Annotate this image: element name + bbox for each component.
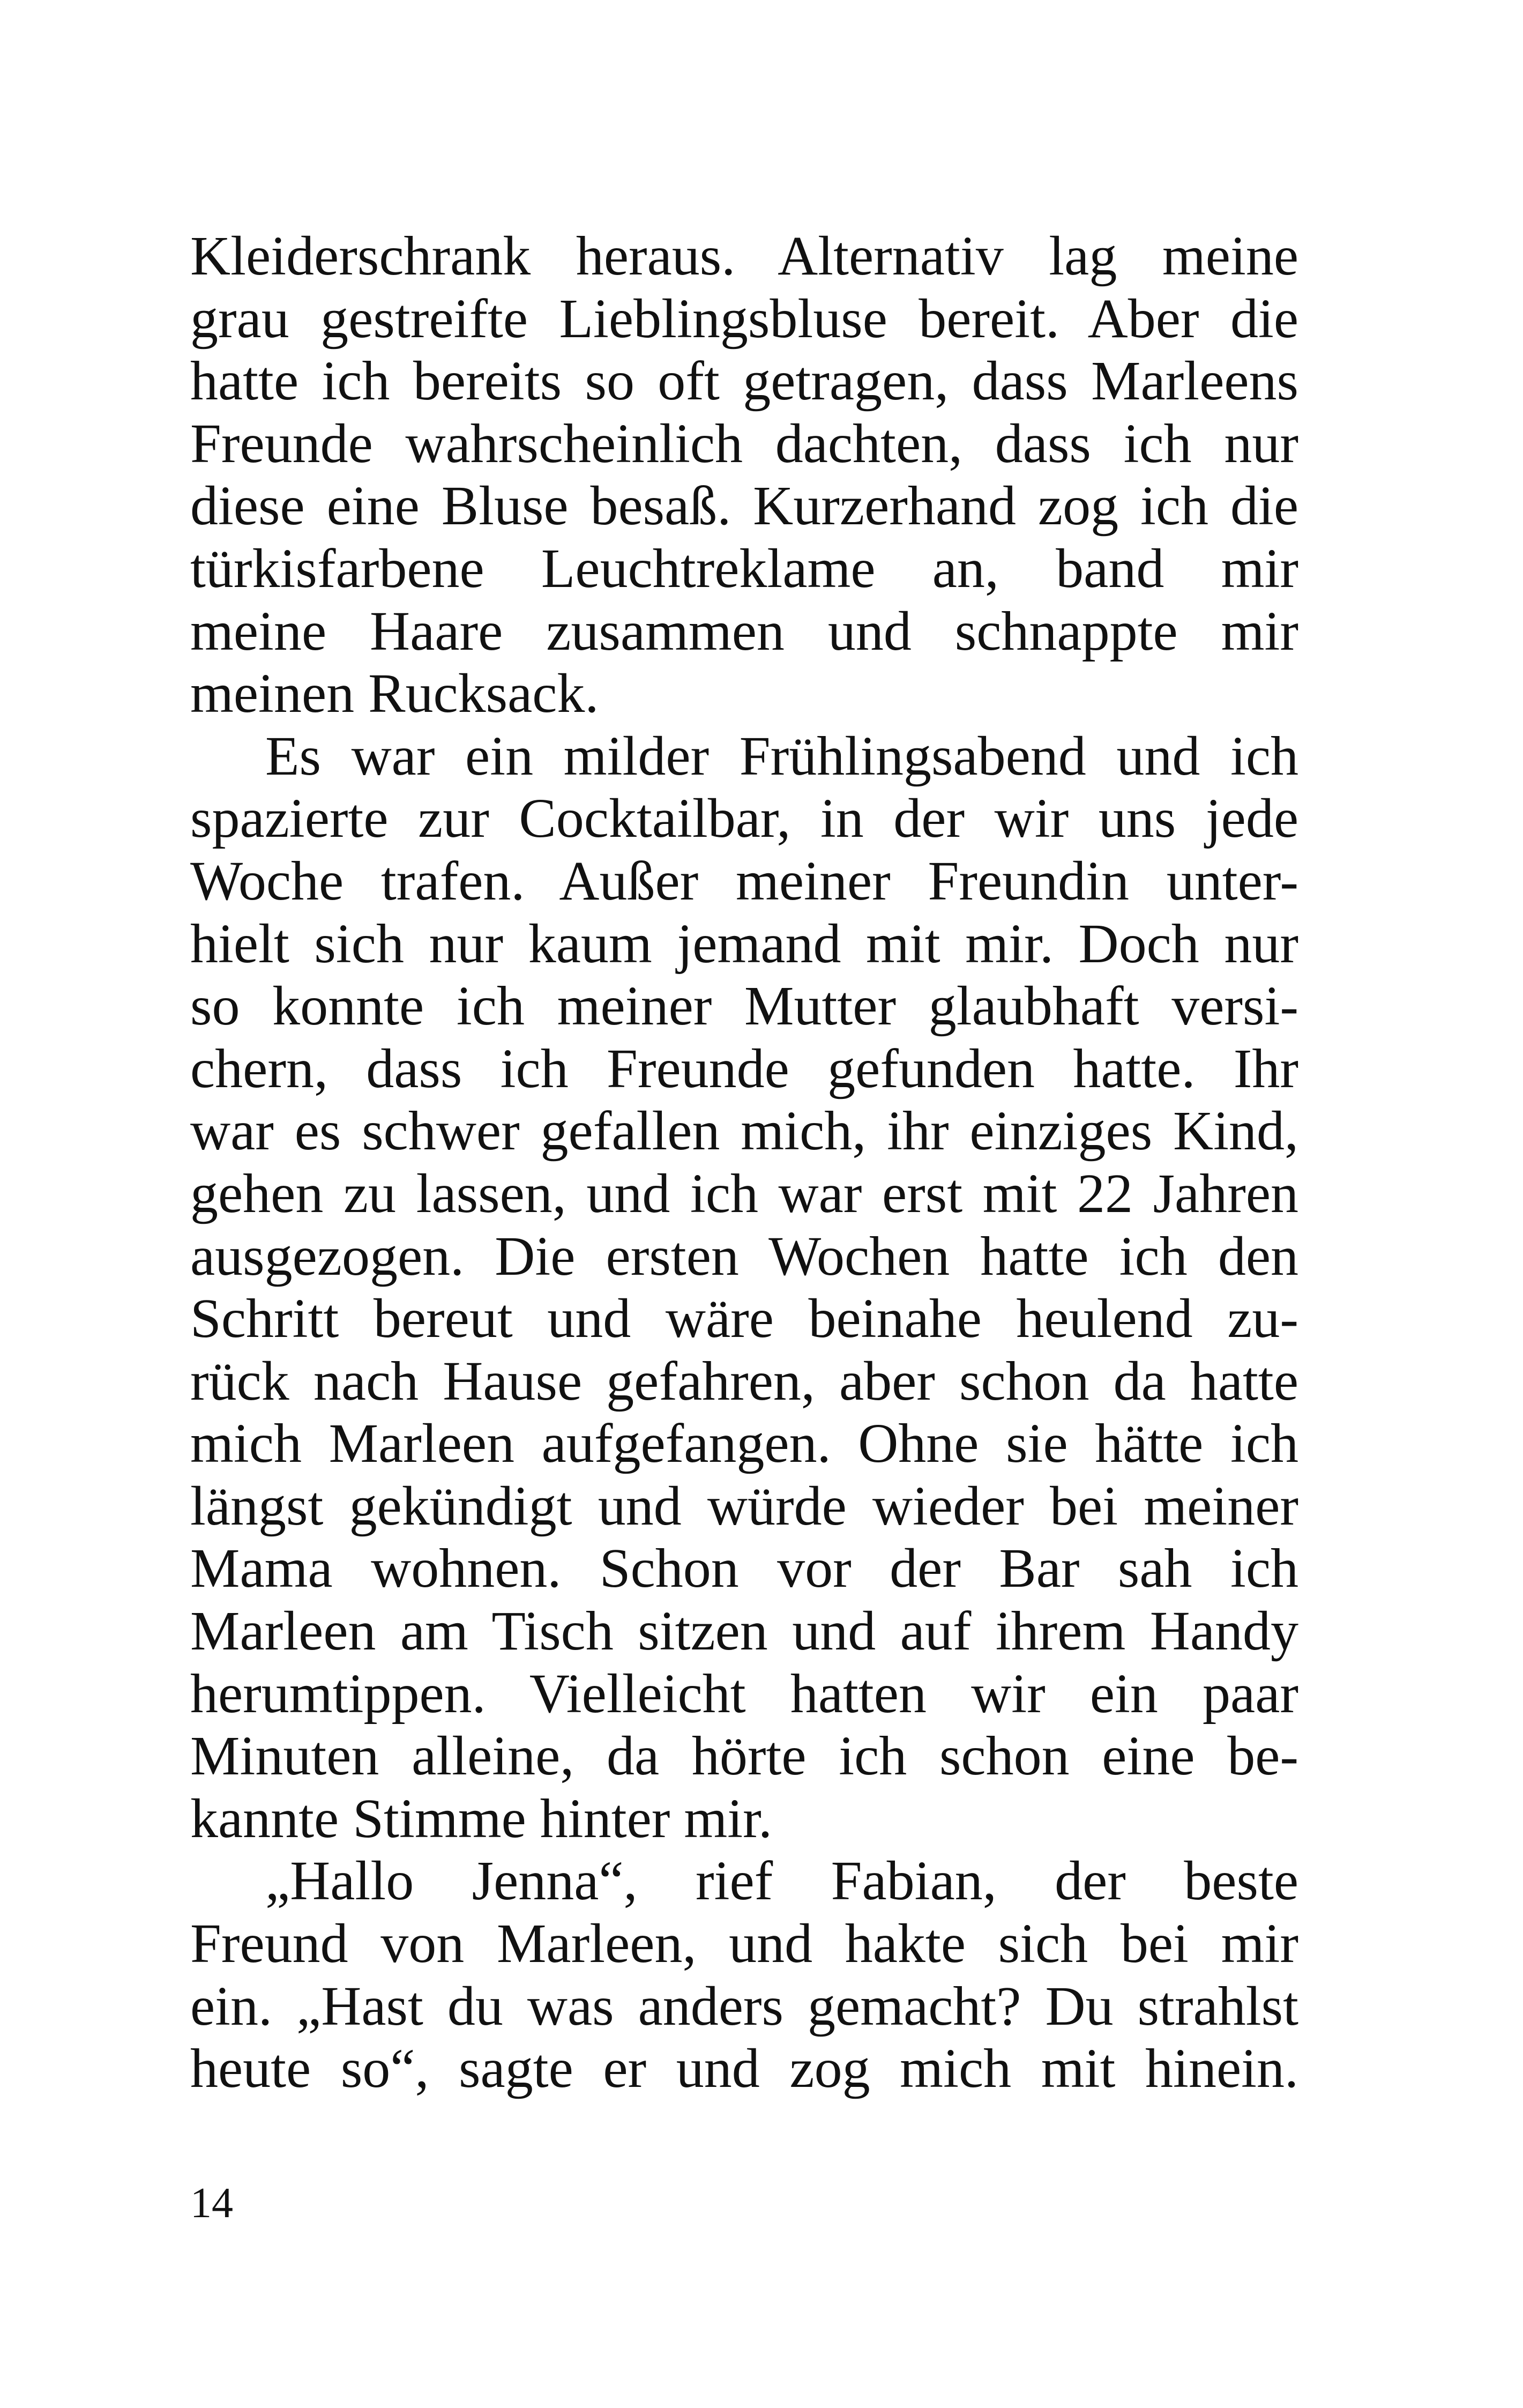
text-line: Kleiderschrank heraus. Alternativ lag meine: [190, 225, 1298, 287]
text-line: spazierte zur Cocktailbar, in der wir uns jede: [190, 787, 1298, 850]
text-line: so konnte ich meiner Mutter glaubhaft versi-: [190, 975, 1298, 1037]
text-line: Mama wohnen. Schon vor der Bar sah ich: [190, 1537, 1298, 1600]
text-line: ein. „Hast du was anders gemacht? Du strahlst: [190, 1975, 1298, 2037]
text-line: meinen Rucksack.: [190, 663, 599, 725]
text-line: Woche trafen. Außer meiner Freundin unter-: [190, 850, 1298, 912]
text-line: meine Haare zusammen und schnappte mir: [190, 600, 1298, 662]
text-line: hatte ich bereits so oft getragen, dass Marleens: [190, 350, 1298, 412]
body-text: [190, 225, 1298, 2100]
text-line: hielt sich nur kaum jemand mit mir. Doch nur: [190, 912, 1298, 975]
text-line: kannte Stimme hinter mir.: [190, 1787, 773, 1849]
text-line: mich Marleen aufgefangen. Ohne sie hätte ich: [190, 1413, 1298, 1475]
text-line: längst gekündigt und würde wieder bei meiner: [190, 1475, 1298, 1537]
text-line: ausgezogen. Die ersten Wochen hatte ich den: [190, 1225, 1298, 1287]
text-line: „Hallo Jenna“, rief Fabian, der beste: [265, 1850, 1298, 1912]
text-line: diese eine Bluse besaß. Kurzerhand zog ich die: [190, 475, 1298, 537]
text-line: grau gestreifte Lieblingsbluse bereit. Aber die: [190, 287, 1298, 350]
text-line: Freund von Marleen, und hakte sich bei mir: [190, 1913, 1298, 1975]
text-line: türkisfarbene Leuchtreklame an, band mir: [190, 537, 1298, 599]
text-line: Marleen am Tisch sitzen und auf ihrem Handy: [190, 1600, 1298, 1662]
text-line: Schritt bereut und wäre beinahe heulend zu-: [190, 1288, 1298, 1350]
text-line: Freunde wahrscheinlich dachten, dass ich nur: [190, 412, 1298, 474]
text-line: herumtippen. Vielleicht hatten wir ein paar: [190, 1662, 1298, 1725]
text-line: chern, dass ich Freunde gefunden hatte. Ihr: [190, 1037, 1298, 1099]
text-line: gehen zu lassen, und ich war erst mit 22 Jahren: [190, 1162, 1298, 1224]
page-number: 14: [190, 2180, 233, 2227]
text-line: Minuten alleine, da hörte ich schon eine be-: [190, 1725, 1298, 1787]
text-line: rück nach Hause gefahren, aber schon da hatte: [190, 1350, 1298, 1412]
text-line: war es schwer gefallen mich, ihr einziges Kind,: [190, 1100, 1298, 1162]
text-line: Es war ein milder Frühlingsabend und ich: [265, 725, 1298, 787]
text-line: heute so“, sagte er und zog mich mit hinein.: [190, 2038, 1298, 2100]
